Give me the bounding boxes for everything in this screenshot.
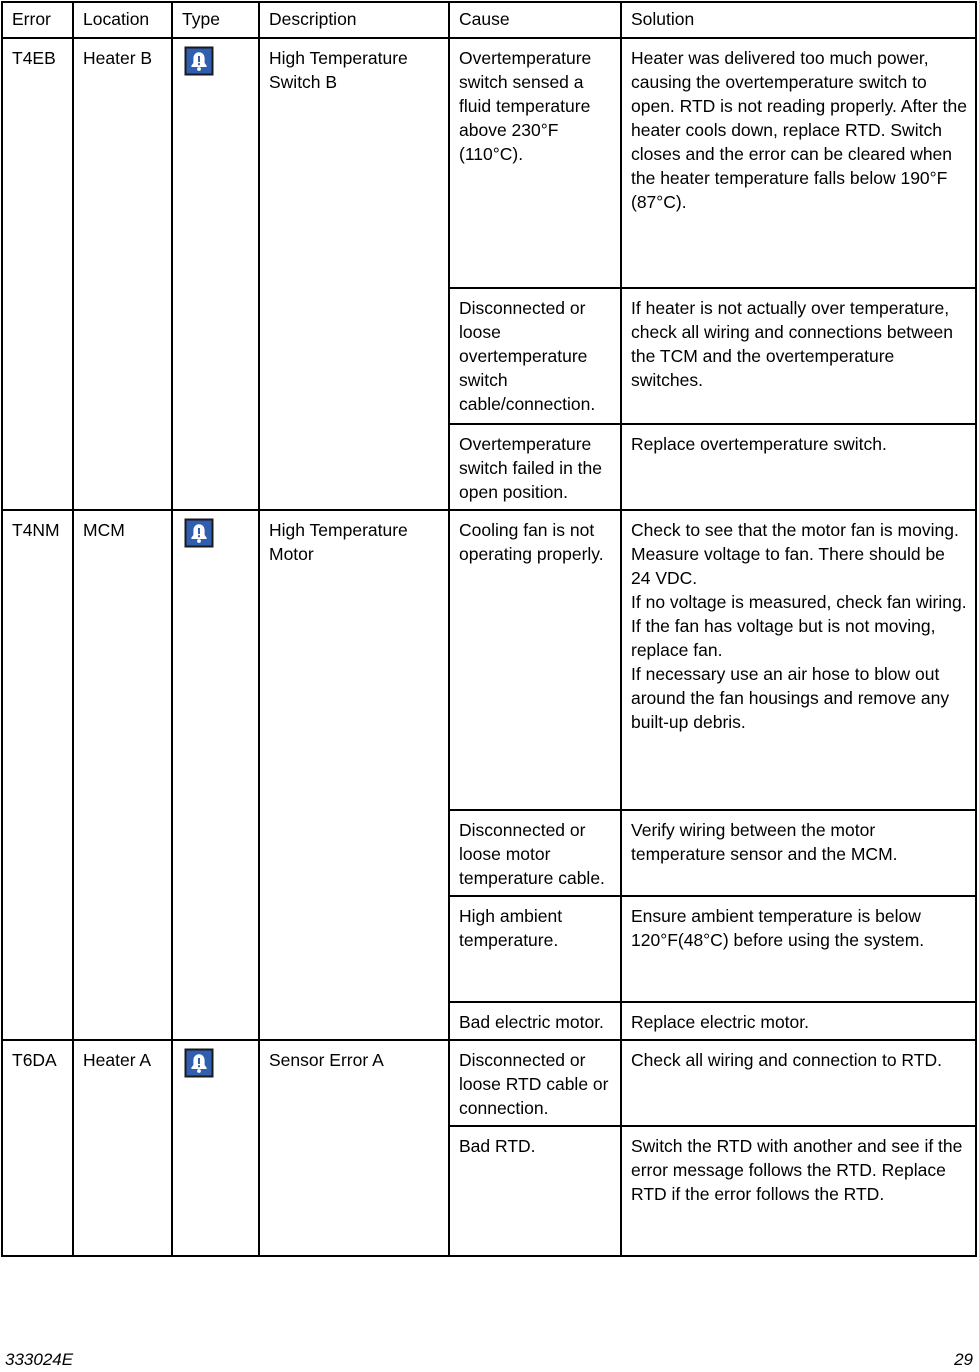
error-type bbox=[172, 38, 259, 510]
table-row bbox=[2, 1040, 976, 1126]
error-solution bbox=[621, 424, 976, 510]
error-solution bbox=[621, 1126, 976, 1256]
error-cause: Disconnected or loose overtemperature switch cable/connection. bbox=[449, 288, 621, 424]
error-description: Sensor Error A bbox=[259, 1040, 449, 1256]
table-row bbox=[2, 38, 976, 288]
error-solution bbox=[621, 510, 976, 810]
error-code: T4EB bbox=[2, 38, 73, 510]
error-type bbox=[172, 1040, 259, 1256]
error-code: T4NM bbox=[2, 510, 73, 1040]
alarm-bell-icon bbox=[184, 46, 214, 76]
solution-paragraph: Ensure ambient temperature is below 120°F(48°C) before using the system. bbox=[631, 906, 925, 950]
error-solution bbox=[621, 1040, 976, 1126]
error-location: Heater A bbox=[73, 1040, 172, 1256]
error-cause: Overtemperature switch failed in the open position. bbox=[449, 424, 621, 510]
error-solution bbox=[621, 896, 976, 1002]
error-code: T6DA bbox=[2, 1040, 73, 1256]
header-type: Type bbox=[172, 2, 259, 38]
solution-paragraph: If heater is not actually over temperature, check all wiring and connections between the TCM and the overtemperature switches. bbox=[631, 298, 953, 390]
document-number: 333024E bbox=[5, 1350, 74, 1369]
error-cause: Bad electric motor. bbox=[449, 1002, 621, 1040]
error-troubleshooting-table bbox=[1, 1, 977, 1257]
error-type bbox=[172, 510, 259, 1040]
header-cause: Cause bbox=[449, 2, 621, 38]
table-row bbox=[2, 510, 976, 810]
alarm-bell-icon bbox=[184, 1048, 214, 1078]
solution-paragraph: Switch the RTD with another and see if the error message follows the RTD. Replace RTD if the error follows the RTD. bbox=[631, 1136, 963, 1204]
error-location: MCM bbox=[73, 510, 172, 1040]
error-description: High Temperature Switch B bbox=[259, 38, 449, 510]
alarm-bell-icon bbox=[184, 518, 214, 548]
error-location: Heater B bbox=[73, 38, 172, 510]
solution-paragraph: If no voltage is measured, check fan wiring. If the fan has voltage but is not moving, replace fan. bbox=[631, 592, 967, 660]
error-solution bbox=[621, 288, 976, 424]
error-solution bbox=[621, 1002, 976, 1040]
table-body bbox=[2, 38, 976, 1256]
error-cause: Bad RTD. bbox=[449, 1126, 621, 1256]
error-solution bbox=[621, 810, 976, 896]
solution-paragraph: Replace electric motor. bbox=[631, 1012, 809, 1032]
solution-paragraph: Check all wiring and connection to RTD. bbox=[631, 1050, 942, 1070]
solution-paragraph: Heater was delivered too much power, causing the overtemperature switch to open. RTD is not reading properly. After the heater cools down, replace RTD. Switch closes and the error can be cleared when the heater temperature falls below 190°F (87°C). bbox=[631, 48, 967, 212]
error-cause: Cooling fan is not operating properly. bbox=[449, 510, 621, 810]
page-number: 29 bbox=[954, 1350, 973, 1369]
solution-paragraph: Check to see that the motor fan is moving. Measure voltage to fan. There should be 24 VDC. bbox=[631, 520, 959, 588]
header-row bbox=[2, 2, 976, 38]
error-cause: Disconnected or loose motor temperature cable. bbox=[449, 810, 621, 896]
error-description: High Temperature Motor bbox=[259, 510, 449, 1040]
solution-paragraph: Verify wiring between the motor temperature sensor and the MCM. bbox=[631, 820, 898, 864]
header-location: Location bbox=[73, 2, 172, 38]
error-cause: High ambient temperature. bbox=[449, 896, 621, 1002]
solution-paragraph: Replace overtemperature switch. bbox=[631, 434, 887, 454]
error-cause: Disconnected or loose RTD cable or connection. bbox=[449, 1040, 621, 1126]
header-description: Description bbox=[259, 2, 449, 38]
header-solution: Solution bbox=[621, 2, 976, 38]
error-solution bbox=[621, 38, 976, 288]
header-error: Error bbox=[2, 2, 73, 38]
error-cause: Overtemperature switch sensed a fluid temperature above 230°F (110°C). bbox=[449, 38, 621, 288]
solution-paragraph: If necessary use an air hose to blow out around the fan housings and remove any built-up debris. bbox=[631, 664, 950, 732]
